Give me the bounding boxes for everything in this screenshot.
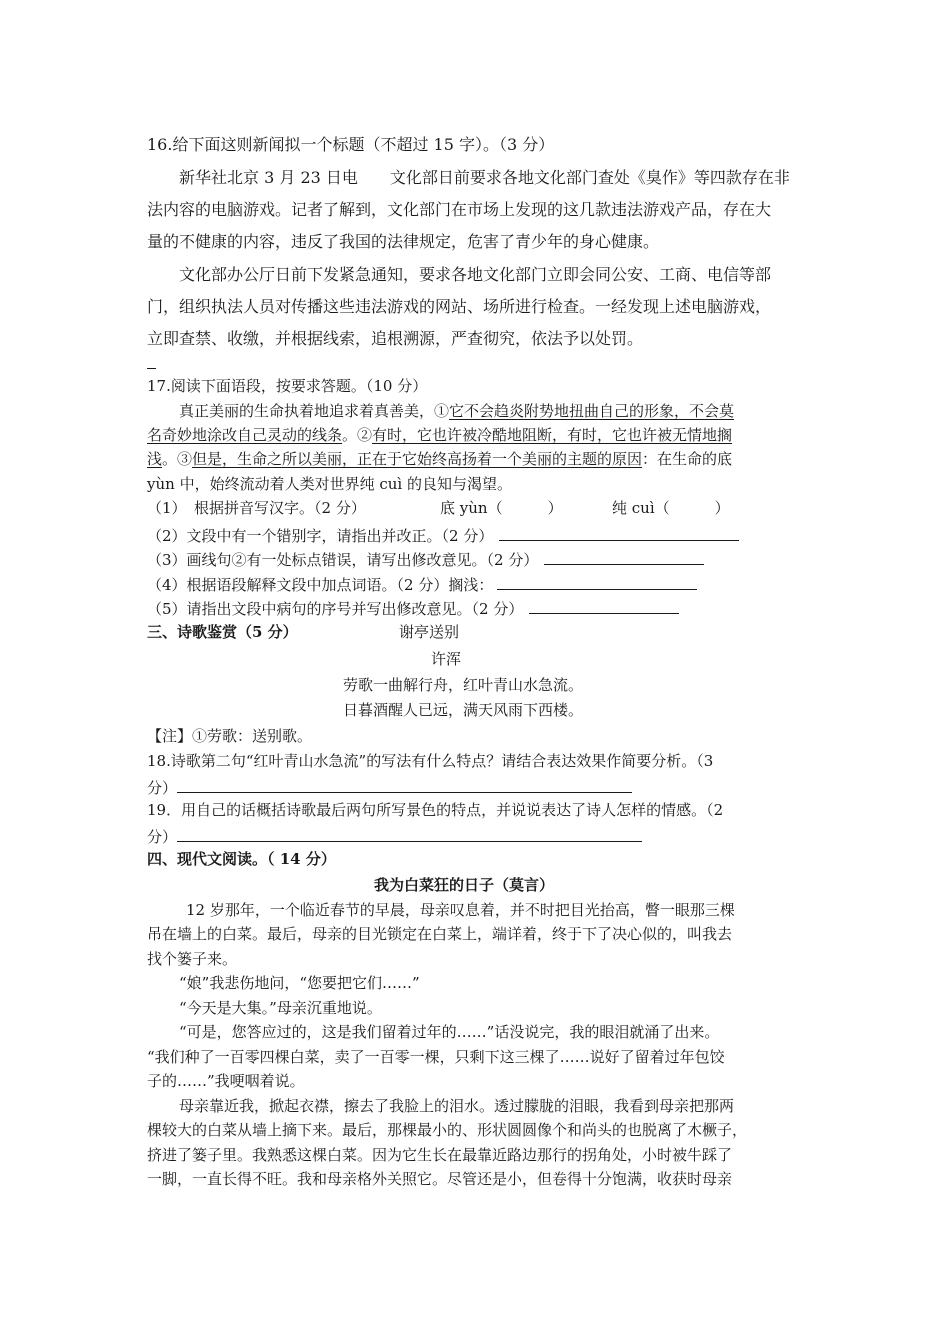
q18-answer-line <box>147 778 632 796</box>
underlined-sentence-1: 它不会趋炎附势地扭曲自己的形象，不会莫 <box>449 402 735 420</box>
q19-line: 19．用自己的话概括诗歌最后两句所写景色的特点，并说说表达了诗人怎样的情感。（2 <box>147 801 724 819</box>
reading-line: “今天是大集。”母亲沉重地说。 <box>179 999 382 1017</box>
q18-line: 18.诗歌第二句“红叶青山水急流”的写法有什么特点？请结合表达效果作简要分析。（3 <box>147 752 714 770</box>
q19-text: 分） <box>147 828 178 846</box>
reading-line: 母亲靠近我，掀起衣襟，擦去了我脸上的泪水。透过朦胧的泪眼，我看到母亲把那两 <box>179 1097 735 1115</box>
q17-sub1-blank-yun: 底 yùn（ ） <box>440 499 563 517</box>
section-reading-heading: 四、现代文阅读。（ 14 分） <box>147 850 336 868</box>
q17-passage-line <box>147 428 732 443</box>
q16-news-line: 文化部办公厅日前下发紧急通知，要求各地文化部门立即会同公安、工商、电信等部 <box>179 265 772 284</box>
section-poetry-heading: 三、诗歌鉴赏（5 分） <box>147 623 298 641</box>
q17-sub1: （1） 根据拼音写汉字。（2 分） <box>147 499 366 517</box>
answer-blank[interactable] <box>544 550 704 565</box>
poem-author: 许浑 <box>431 650 462 668</box>
passage-text: 。② <box>342 426 373 444</box>
sub3-text: （3）画线句②有一处标点错误，请写出修改意见。（2 分） <box>147 551 539 569</box>
passage-text: ：在生命的底 <box>642 450 733 468</box>
underlined-sentence-2: 浅 <box>147 450 163 468</box>
reading-line: 棵较大的白菜从墙上摘下来。最后，那棵最小的、形状圆圆像个和尚头的也脱离了木橛子， <box>147 1121 748 1139</box>
poem-note: 【注】①劳歌：送别歌。 <box>147 727 313 745</box>
q16-news-line: 法内容的电脑游戏。记者了解到，文化部门在市场上发现的这几款违法游戏产品，存在大 <box>147 200 772 219</box>
q19-answer-line <box>147 827 642 845</box>
poem-title: 谢亭送别 <box>399 623 460 641</box>
reading-line: 12 岁那年，一个临近春节的早晨，母亲叹息着，并不时把目光抬高，瞥一眼那三棵 <box>186 901 735 919</box>
reading-line: 一脚，一直长得不旺。我和母亲格外关照它。尽管还是小，但卷得十分饱满，收获时母亲 <box>147 1170 733 1188</box>
q17-sub1-blank-cui: 纯 cuì（ ） <box>612 499 730 517</box>
q17-passage-line <box>147 452 732 467</box>
underlined-sentence-3: 但是，生命之所以美丽，正在于它始终高扬着一个美丽的主题的原因 <box>192 450 643 468</box>
q16-news-line: 门，组织执法人员对传播这些违法游戏的网站、场所进行检查。一经发现上述电脑游戏， <box>147 297 772 316</box>
underlined-sentence-2: 有时，它也许被冷酷地阻断，有时，它也许被无情地搁 <box>372 426 733 444</box>
sub5-text: （5）请指出文段中病句的序号并写出修改意见。（2 分） <box>147 600 524 618</box>
q17-sub4 <box>147 575 697 593</box>
poem-line: 日暮酒醒人已远，满天风雨下西楼。 <box>343 701 584 719</box>
q16-news-line: 新华社北京 3 月 23 日电 文化部日前要求各地文化部门查处《臭作》等四款存在非 <box>179 168 790 187</box>
reading-line: “我们种了一百零四棵白菜，卖了一百零一棵，只剩下这三棵了……说好了留着过年包饺 <box>147 1048 725 1066</box>
reading-line: “可是，您答应过的，这是我们留着过年的……”话没说完，我的眼泪就涌了出来。 <box>179 1023 720 1041</box>
answer-blank[interactable] <box>497 575 697 590</box>
q17-sub5 <box>147 599 679 617</box>
sub4-text: （4）根据语段解释文段中加点词语。（2 分）搁浅： <box>147 576 494 594</box>
answer-blank[interactable] <box>529 599 679 614</box>
passage-text: 真正美丽的生命执着地追求着真善美，① <box>179 402 450 420</box>
q16-news-line: 立即查禁、收缴，并根据线索，追根溯源，严查彻究，依法予以处罚。 <box>147 329 644 348</box>
q17-sub2 <box>147 526 739 544</box>
passage-text: 。③ <box>162 450 193 468</box>
q17-passage-line: yùn 中，始终流动着人类对世界纯 cuì 的良知与渴望。 <box>147 475 512 493</box>
reading-line: 子的……”我哽咽着说。 <box>147 1072 305 1090</box>
divider <box>147 368 156 369</box>
q17-title: 17.阅读下面语段，按要求答题。（10 分） <box>147 377 428 395</box>
sub2-text: （2）文段中有一个错别字，请指出并改正。（2 分） <box>147 527 494 545</box>
q17-passage-line <box>179 404 734 419</box>
q16-news-line: 量的不健康的内容，违反了我国的法律规定，危害了青少年的身心健康。 <box>147 232 660 251</box>
reading-title: 我为白菜狂的日子（莫言） <box>374 876 555 894</box>
answer-blank[interactable] <box>499 526 739 541</box>
underlined-sentence-1: 名奇妙地涂改自己灵动的线条 <box>147 426 343 444</box>
q17-sub3 <box>147 550 704 568</box>
reading-line: 找个篓子来。 <box>147 950 238 968</box>
answer-blank[interactable] <box>177 827 642 842</box>
answer-blank[interactable] <box>177 778 632 793</box>
reading-line: 挤进了篓子里。我熟悉这棵白菜。因为它生长在最靠近路边那行的拐角处，小时被牛踩了 <box>147 1146 733 1164</box>
q16-title: 16.给下面这则新闻拟一个标题（不超过 15 字）。（3 分） <box>147 135 555 154</box>
poem-line: 劳歌一曲解行舟，红叶青山水急流。 <box>343 676 584 694</box>
q18-text: 分） <box>147 779 178 797</box>
reading-line: “娘”我悲伤地问，“您要把它们……” <box>179 974 420 992</box>
reading-line: 吊在墙上的白菜。最后，母亲的目光锁定在白菜上，端详着，终于下了决心似的，叫我去 <box>147 925 733 943</box>
